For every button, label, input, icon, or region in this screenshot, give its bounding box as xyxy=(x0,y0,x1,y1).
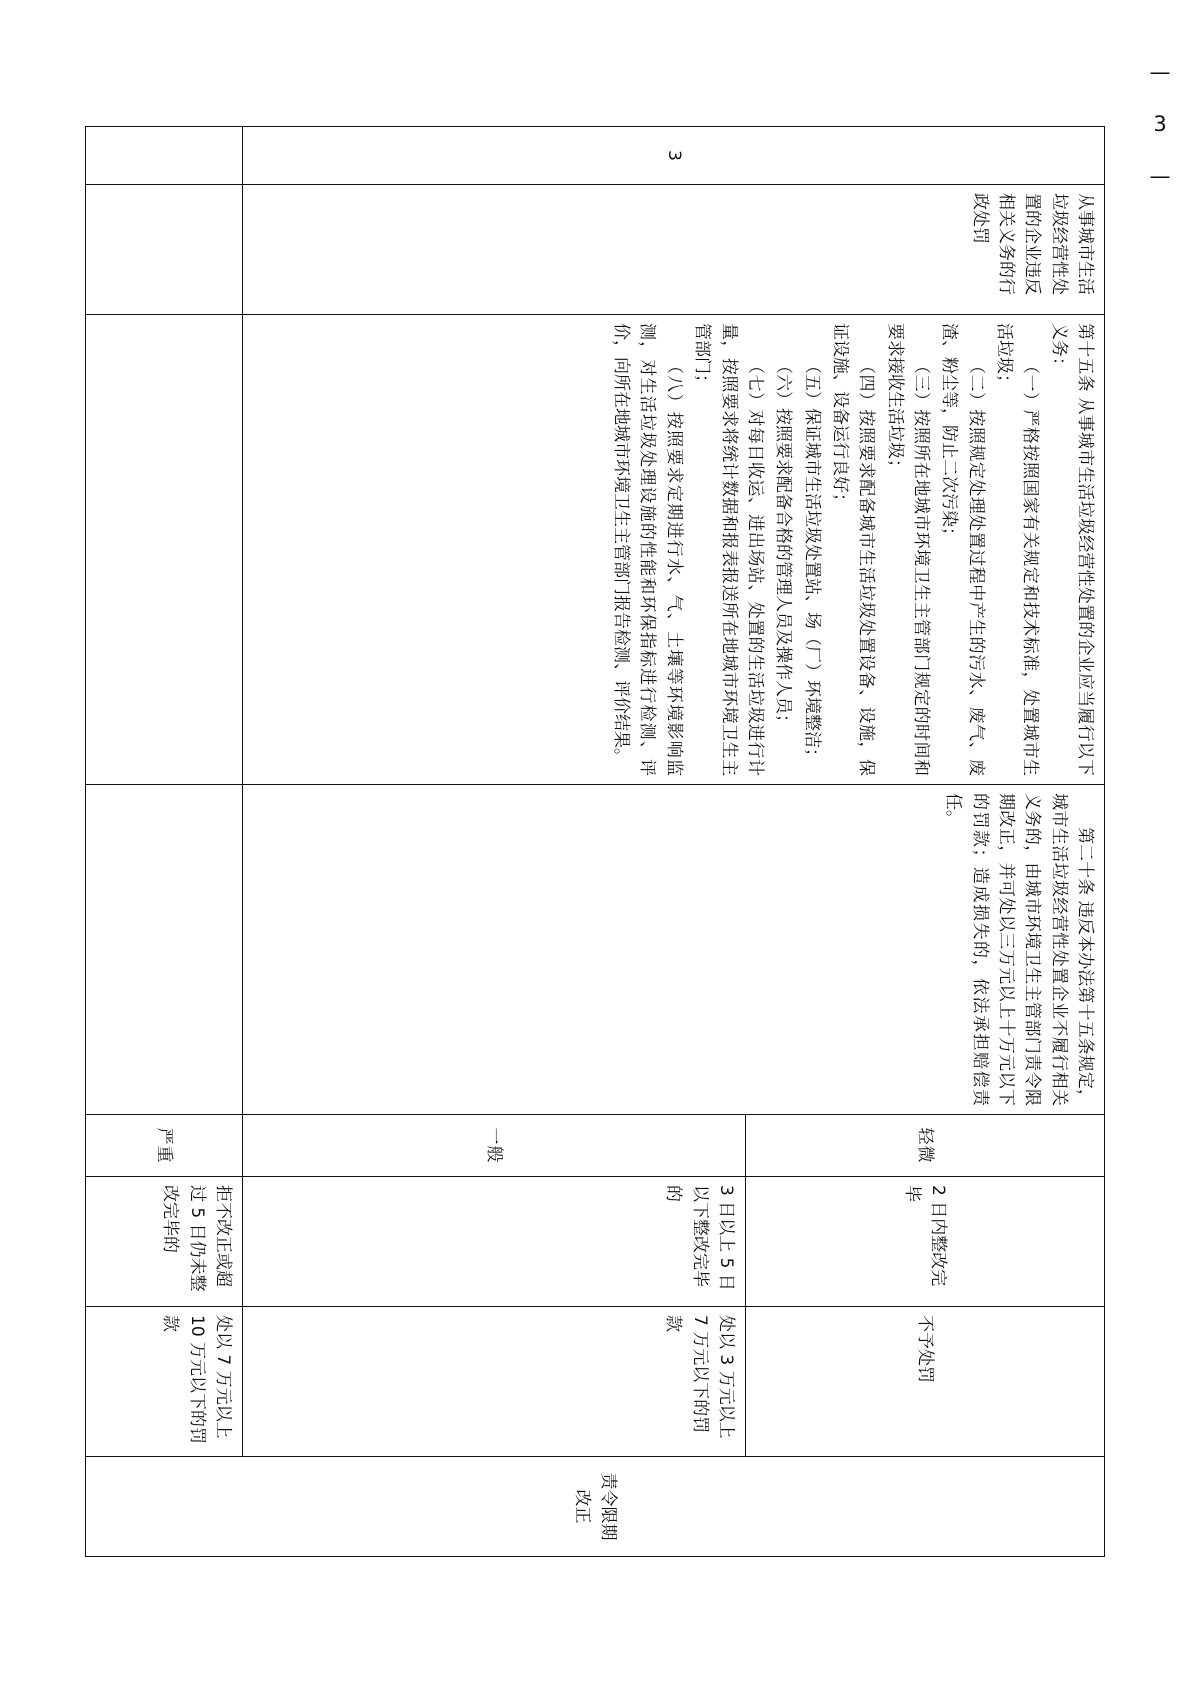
duty-line-0: 第十五条 从事城市生活垃圾经营性处置的企业应当履行以下义务： xyxy=(1048,323,1095,776)
duty-line-5: （五）保证城市生活垃圾处置站、场（厂）环境整洁； xyxy=(801,357,822,765)
duty-line-3: （三）按照所在地城市环境卫生主管部门规定的时间和要求接收生活垃圾； xyxy=(884,323,931,776)
fine-general: 处以 3 万元以上 7 万元以下的罚款 xyxy=(243,1307,746,1457)
order-correction-cell: 责令限期改正 xyxy=(86,1457,1105,1557)
fine-serious: 处以 7 万元以上 10 万元以下的罚款 xyxy=(86,1307,243,1457)
duty-cell xyxy=(243,315,1105,785)
level-row-serious xyxy=(86,127,243,1557)
duty-line-8: （八）按照要求定期进行水、气、土壤等环境影响监测，对生活垃圾处理设施的性能和环保指标进行检测、评价，向所在地城市环境卫生主管部门报告检测、评价结果。 xyxy=(611,323,684,776)
period-serious: 拒不改正或超过 5 日仍未整改完毕的 xyxy=(86,1177,243,1307)
rotated-table-wrapper xyxy=(85,126,1105,1556)
duty-line-7: （七）对每日收运、进出场站、处置的生活垃圾进行计量，按照要求将统计数据和报表报送所在地城市环境卫生主管部门； xyxy=(692,323,765,776)
level-header: 轻微 xyxy=(746,1115,1105,1177)
level-serious: 严重 xyxy=(86,1115,243,1177)
basis-spacer xyxy=(86,785,243,1115)
row-index-cell: 3 xyxy=(243,127,1105,185)
basis-line-0: 第二十条 违反本办法第十五条规定，城市生活垃圾经营性处置企业不履行相关义务的，由城市环境卫生主管部门责令限期改正，并可处以三万元以上十万元以下的罚款；造成损失的，依法承担赔偿责任。 xyxy=(943,793,1095,1106)
category-spacer xyxy=(86,185,243,315)
table-header-row xyxy=(746,127,1105,1557)
category-cell: 从事城市生活垃圾经营性处置的企业违反相关义务的行政处罚 xyxy=(243,185,1105,315)
page-number: — 3 — xyxy=(1148,60,1172,190)
administrative-penalty-table xyxy=(85,126,1105,1557)
duty-spacer xyxy=(86,315,243,785)
fine-header: 不予处罚 xyxy=(746,1307,1105,1457)
legal-basis-cell xyxy=(243,785,1105,1115)
duty-line-4: （四）按照要求配备城市生活垃圾处置设备、设施，保证设施、设备运行良好； xyxy=(829,323,877,776)
period-general: 3 日以上 5 日以下整改完毕的 xyxy=(243,1177,746,1307)
level-general: 一般 xyxy=(243,1115,746,1177)
duty-line-1: （一）严格按照国家有关规定和技术标准，处置城市生活垃圾； xyxy=(993,323,1041,776)
duty-line-2: （二）按照规定处理处置过程中产生的污水、废气、废渣、粉尘等，防止二次污染； xyxy=(939,323,986,776)
duty-line-6: （六）按照要求配备合格的管理人员及操作人员； xyxy=(773,357,794,731)
row-index-spacer xyxy=(86,127,243,185)
period-header: 2 日内整改完毕 xyxy=(746,1177,1105,1307)
